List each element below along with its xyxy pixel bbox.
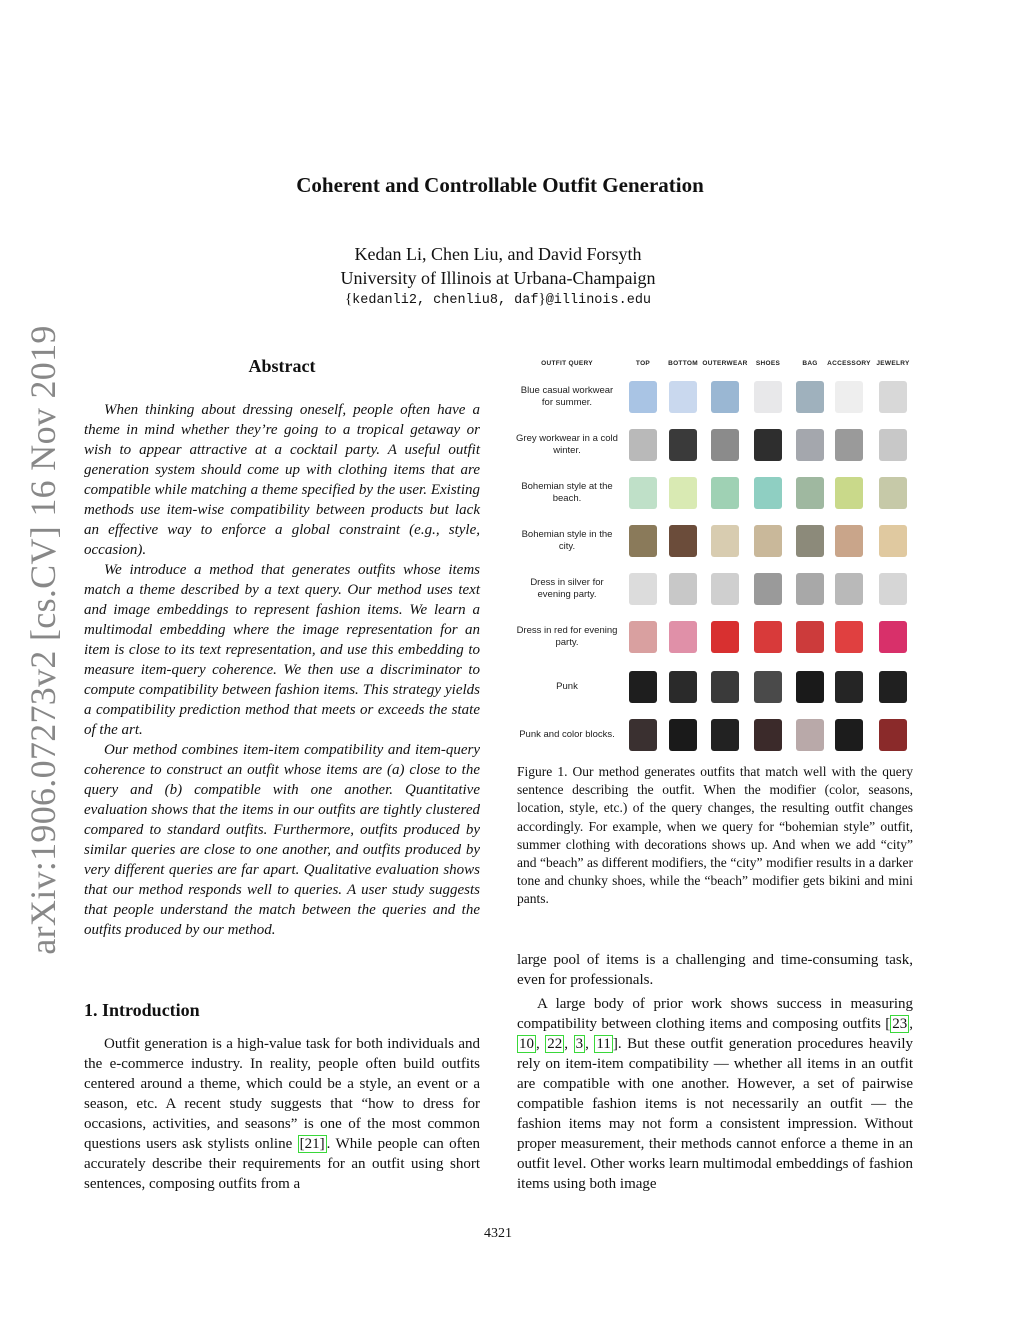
outfit-item-shoes <box>754 621 782 653</box>
outfit-item-accessory <box>835 621 863 653</box>
outfit-item-top <box>629 573 657 605</box>
figure-header-bottom: BOTTOM <box>668 360 698 367</box>
citation-link[interactable]: [21] <box>299 1136 325 1152</box>
outfit-item-bottom <box>669 525 697 557</box>
outfit-item-top <box>629 525 657 557</box>
abstract-body <box>84 400 480 940</box>
outfit-query-label: Dress in silver for evening party. <box>530 577 604 600</box>
outfit-item-shoes <box>754 525 782 557</box>
outfit-query-label: Bohemian style in the city. <box>521 529 613 552</box>
outfit-query-label: Bohemian style at the beach. <box>521 481 613 504</box>
figure-header-outerwear: OUTERWEAR <box>702 360 748 367</box>
outfit-item-bottom <box>669 573 697 605</box>
outfit-item-outerwear <box>711 671 739 703</box>
outfit-item-jewelry <box>879 477 907 509</box>
author-names: Kedan Li, Chen Liu, and David Forsyth <box>354 244 642 264</box>
outfit-item-bag <box>796 477 824 509</box>
outfit-item-accessory <box>835 573 863 605</box>
page-number: 4321 <box>484 1226 512 1241</box>
outfit-query-label: Dress in red for evening party. <box>516 625 618 648</box>
outfit-query-label: Punk and color blocks. <box>519 729 615 740</box>
outfit-item-bottom <box>669 381 697 413</box>
outfit-item-top <box>629 719 657 751</box>
body-paragraph: A large body of prior work shows success in measuring compatibility between clothing items and composing outfits [ 23 , 10 , 22 , 3 , 11 ]. But these outfit generation procedures heavily rely on item-item compatibility — whether all items in an outfit are compatible with one another. However, a set of pairwise compatible fashion items is not necessarily an outfit — the fashion items may not form a consistent impression. Without proper measurement, their methods cannot enforce a theme in an outfit level. Other works learn multimodal embeddings of fashion items using both image <box>517 996 914 1192</box>
email-domain: @illinois.edu <box>545 293 652 308</box>
arxiv-sidebar-stamp <box>10 325 76 955</box>
outfit-item-jewelry <box>879 429 907 461</box>
outfit-item-bottom <box>669 719 697 751</box>
outfit-item-shoes <box>754 381 782 413</box>
abstract-paragraph: Our method combines item-item compatibility and item-query coherence to construct an outfit whose items are (a) close to the query and (b) compatible with one another. Quantitative evaluation shows that the items in our outfits are tightly clustered compared to standard outfits. Furthermore, outfits produced by similar queries are close to one another, and outfits produced by very different queries are far apart. Qualitative evaluation shows that our method responds well to queries. A user study suggests that people understand the match between the queries and the outfits produced by our method. <box>84 742 480 938</box>
outfit-item-jewelry <box>879 621 907 653</box>
abstract-paragraph: We introduce a method that generates outfits whose items match a theme described by a text query. Our method uses text and image embeddings to represent fashion items. We learn a multimodal embedding where the image representation for an item is close to its text representation, and use this embedding to measure item-query coherence. We then use a discriminator to compute compatibility between fashion items. This strategy yields a compatibility prediction method that meets or exceeds the state of the art. <box>84 562 480 738</box>
outfit-item-bottom <box>669 429 697 461</box>
outfit-item-accessory <box>835 381 863 413</box>
email-users: kedanli2, chenliu8, daf <box>352 293 539 308</box>
outfit-item-accessory <box>835 429 863 461</box>
right-column-body <box>517 950 913 1194</box>
outfit-item-outerwear <box>711 573 739 605</box>
outfit-item-accessory <box>835 477 863 509</box>
figure-row <box>515 520 913 562</box>
abstract-paragraph: When thinking about dressing oneself, people often have a theme in mind whether they’re going to a tropical getaway or wish to appear attractive at a cocktail party. A useful outfit generation system should come up with clothing items that are compatible while matching a theme specified by the user. Existing methods use item-wise compatibility between products but lack an effective way to enforce a global constraint (e.g., style, occasion). <box>84 402 480 558</box>
outfit-item-top <box>629 671 657 703</box>
outfit-item-bag <box>796 573 824 605</box>
citation-link[interactable]: 23 <box>892 1016 908 1032</box>
intro-paragraph: Outfit generation is a high-value task for both individuals and the e-commerce industry. In reality, people often build outfits centered around a theme, which could be a style, an event or a season, etc. A recent study suggests that “how to dress for occasions, activities, and seasons” is one of the most common questions users ask stylists online [21] . While people can often accurately describe their requirements for an outfit using short sentences, composing outfits from a <box>84 1036 480 1192</box>
outfit-item-accessory <box>835 671 863 703</box>
outfit-item-jewelry <box>879 381 907 413</box>
abstract-heading: Abstract <box>248 356 316 376</box>
outfit-item-top <box>629 381 657 413</box>
body-paragraph: large pool of items is a challenging and time-consuming task, even for professionals. <box>517 952 913 988</box>
outfit-item-shoes <box>754 429 782 461</box>
arxiv-identifier: arXiv:1906.07273v2 [cs.CV] 16 Nov 2019 <box>23 325 63 955</box>
citation-link[interactable]: 10 <box>519 1036 534 1052</box>
outfit-item-bottom <box>669 477 697 509</box>
figure-header-bag: BAG <box>802 360 818 367</box>
outfit-item-top <box>629 477 657 509</box>
paper-title: Coherent and Controllable Outfit Generation <box>296 173 704 197</box>
figure-header-outfit-query: OUTFIT QUERY <box>541 360 593 367</box>
figure-row <box>515 616 913 658</box>
figure-1 <box>515 354 913 754</box>
outfit-item-jewelry <box>879 525 907 557</box>
author-affiliation: University of Illinois at Urbana-Champaign <box>340 268 656 288</box>
citation-link[interactable]: 11 <box>596 1036 611 1052</box>
outfit-item-shoes <box>754 477 782 509</box>
figure-header-accessory: ACCESSORY <box>827 360 871 367</box>
figure-row <box>515 714 913 756</box>
outfit-item-outerwear <box>711 719 739 751</box>
figure-row <box>515 376 913 418</box>
outfit-item-bag <box>796 671 824 703</box>
outfit-item-jewelry <box>879 719 907 751</box>
outfit-item-top <box>629 429 657 461</box>
outfit-item-outerwear <box>711 477 739 509</box>
outfit-item-outerwear <box>711 525 739 557</box>
outfit-item-jewelry <box>879 573 907 605</box>
outfit-item-shoes <box>754 719 782 751</box>
citation-link[interactable]: 22 <box>547 1036 563 1052</box>
outfit-item-accessory <box>835 525 863 557</box>
outfit-item-bag <box>796 621 824 653</box>
figure-header-top: TOP <box>635 360 651 367</box>
outfit-item-top <box>629 621 657 653</box>
figure-row <box>515 424 913 466</box>
outfit-item-bag <box>796 719 824 751</box>
outfit-item-shoes <box>754 573 782 605</box>
figure-1-caption: Figure 1. Our method generates outfits that match well with the query sentence describing the outfit. When the modifier (color, seasons, location, style, etc.) of the query changes, the resulting outfit changes accordingly. For example, when we query for “bohemian style” outfit, summer clothing with decorations shows up. And when we add “city” and “beach” as different modifiers, the “city” modifier results in a darker tone and chunky shoes, while the “beach” modifier gets bikini and mini pants. <box>517 764 913 907</box>
outfit-query-label: Blue casual workwear for summer. <box>520 385 614 408</box>
author-block <box>0 242 996 290</box>
figure-row <box>515 568 913 610</box>
outfit-query-label: Punk <box>556 681 578 692</box>
figure-row <box>515 666 913 708</box>
outfit-item-bottom <box>669 621 697 653</box>
outfit-item-bottom <box>669 671 697 703</box>
outfit-item-bag <box>796 429 824 461</box>
outfit-item-jewelry <box>879 671 907 703</box>
author-emails: {kedanli2, chenliu8, daf}@illinois.edu <box>344 291 652 308</box>
figure-header-jewelry: JEWELRY <box>876 360 910 367</box>
figure-row <box>515 472 913 514</box>
outfit-item-outerwear <box>711 429 739 461</box>
section-heading-introduction: 1. Introduction <box>84 1000 200 1020</box>
outfit-item-outerwear <box>711 621 739 653</box>
outfit-item-bag <box>796 525 824 557</box>
outfit-item-bag <box>796 381 824 413</box>
citation-link[interactable]: 3 <box>575 1036 584 1052</box>
figure-header-shoes: SHOES <box>755 360 781 367</box>
outfit-item-shoes <box>754 671 782 703</box>
introduction-body <box>84 1034 480 1194</box>
outfit-item-outerwear <box>711 381 739 413</box>
outfit-item-accessory <box>835 719 863 751</box>
outfit-query-label: Grey workwear in a cold winter. <box>516 433 618 456</box>
